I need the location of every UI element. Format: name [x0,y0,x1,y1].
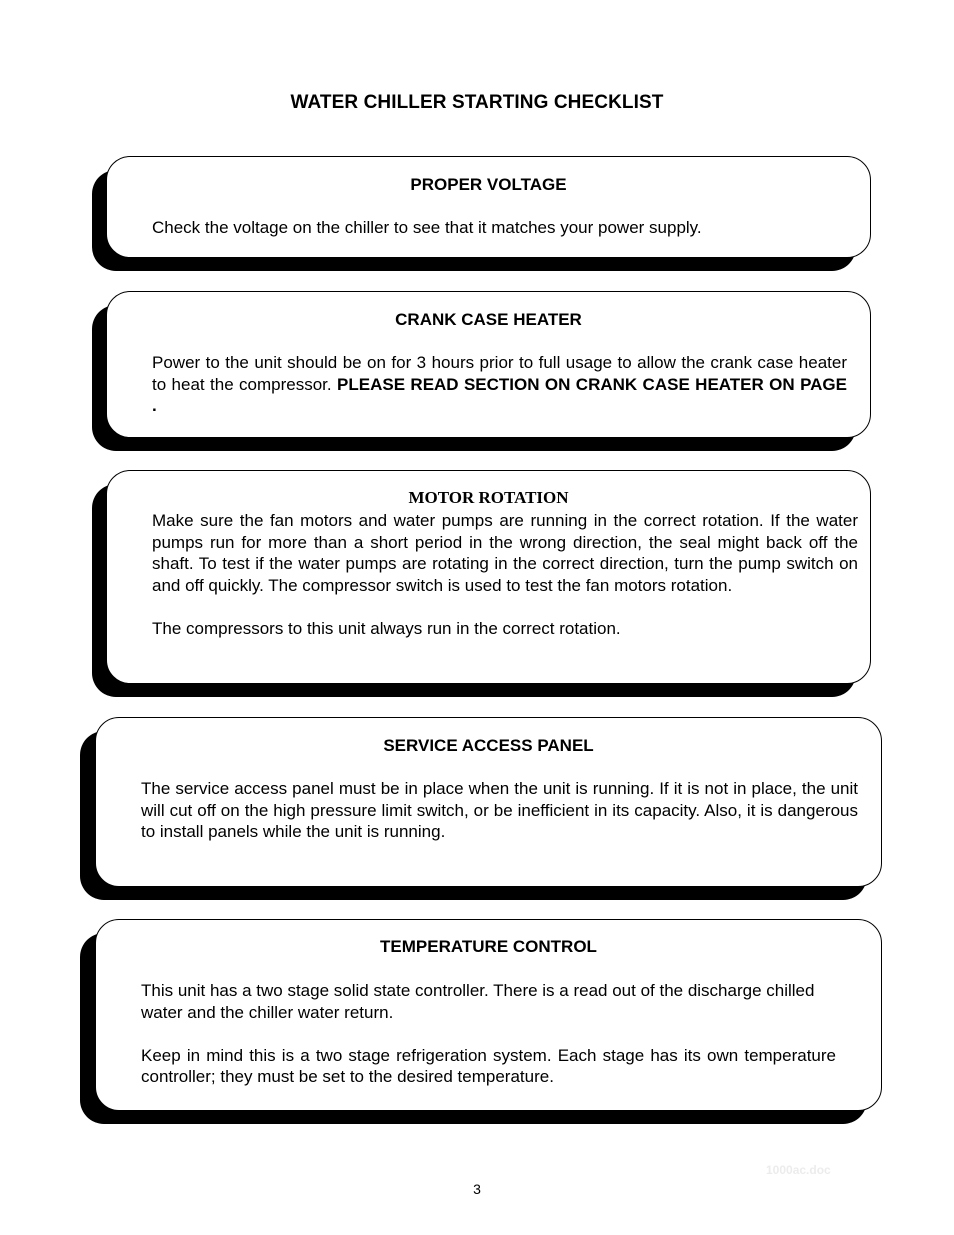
section-title: CRANK CASE HEATER [395,310,582,329]
section-body [152,352,847,417]
section-box [106,156,871,258]
section-paragraph [152,352,847,417]
section-body [141,980,836,1088]
section-paragraph: This unit has a two stage solid state controller. There is a read out of the discharge chilled water and the chiller water return. [141,981,815,1022]
section-title: MOTOR ROTATION [408,488,569,507]
body-text: Power to the unit should be on for 3 hours prior to full usage to allow the crank case heater to heat the compressor. [152,353,847,394]
document-id: 1000ac.doc [766,1163,831,1177]
page-title: WATER CHILLER STARTING CHECKLIST [290,92,664,113]
section-box [95,919,882,1111]
section-paragraph: Keep in mind this is a two stage refrigeration system. Each stage has its own temperature controller; they must be set to the desired temperature. [141,1045,836,1086]
section-box [106,470,871,684]
section-box [95,717,882,887]
section-paragraph: The service access panel must be in place when the unit is running. If it is not in place, the unit will cut off on the high pressure limit switch, or be inefficient in its capacity. Also, it is dangerous to install panels while the unit is running. [141,779,858,841]
section-title: TEMPERATURE CONTROL [380,937,597,956]
section-box [106,291,871,438]
page-number: 3 [473,1181,481,1197]
section-body [152,510,858,639]
section-body [152,217,847,239]
section-body [141,778,858,843]
body-emphasis: PLEASE READ SECTION ON CRANK CASE HEATER ON PAGE . [152,374,847,415]
section-title: SERVICE ACCESS PANEL [383,736,594,755]
section-paragraph: The compressors to this unit always run in the correct rotation. [152,618,621,638]
section-paragraph: Check the voltage on the chiller to see that it matches your power supply. [152,218,702,237]
section-title: PROPER VOLTAGE [410,175,567,194]
section-paragraph: Make sure the fan motors and water pumps are running in the correct rotation. If the water pumps run for more than a short period in the wrong direction, the seal might back off the shaft. To test if the water pumps are rotating in the correct direction, turn the pump switch on and off quickly. The compressor switch is used to test the fan motors rotation. [152,511,858,595]
